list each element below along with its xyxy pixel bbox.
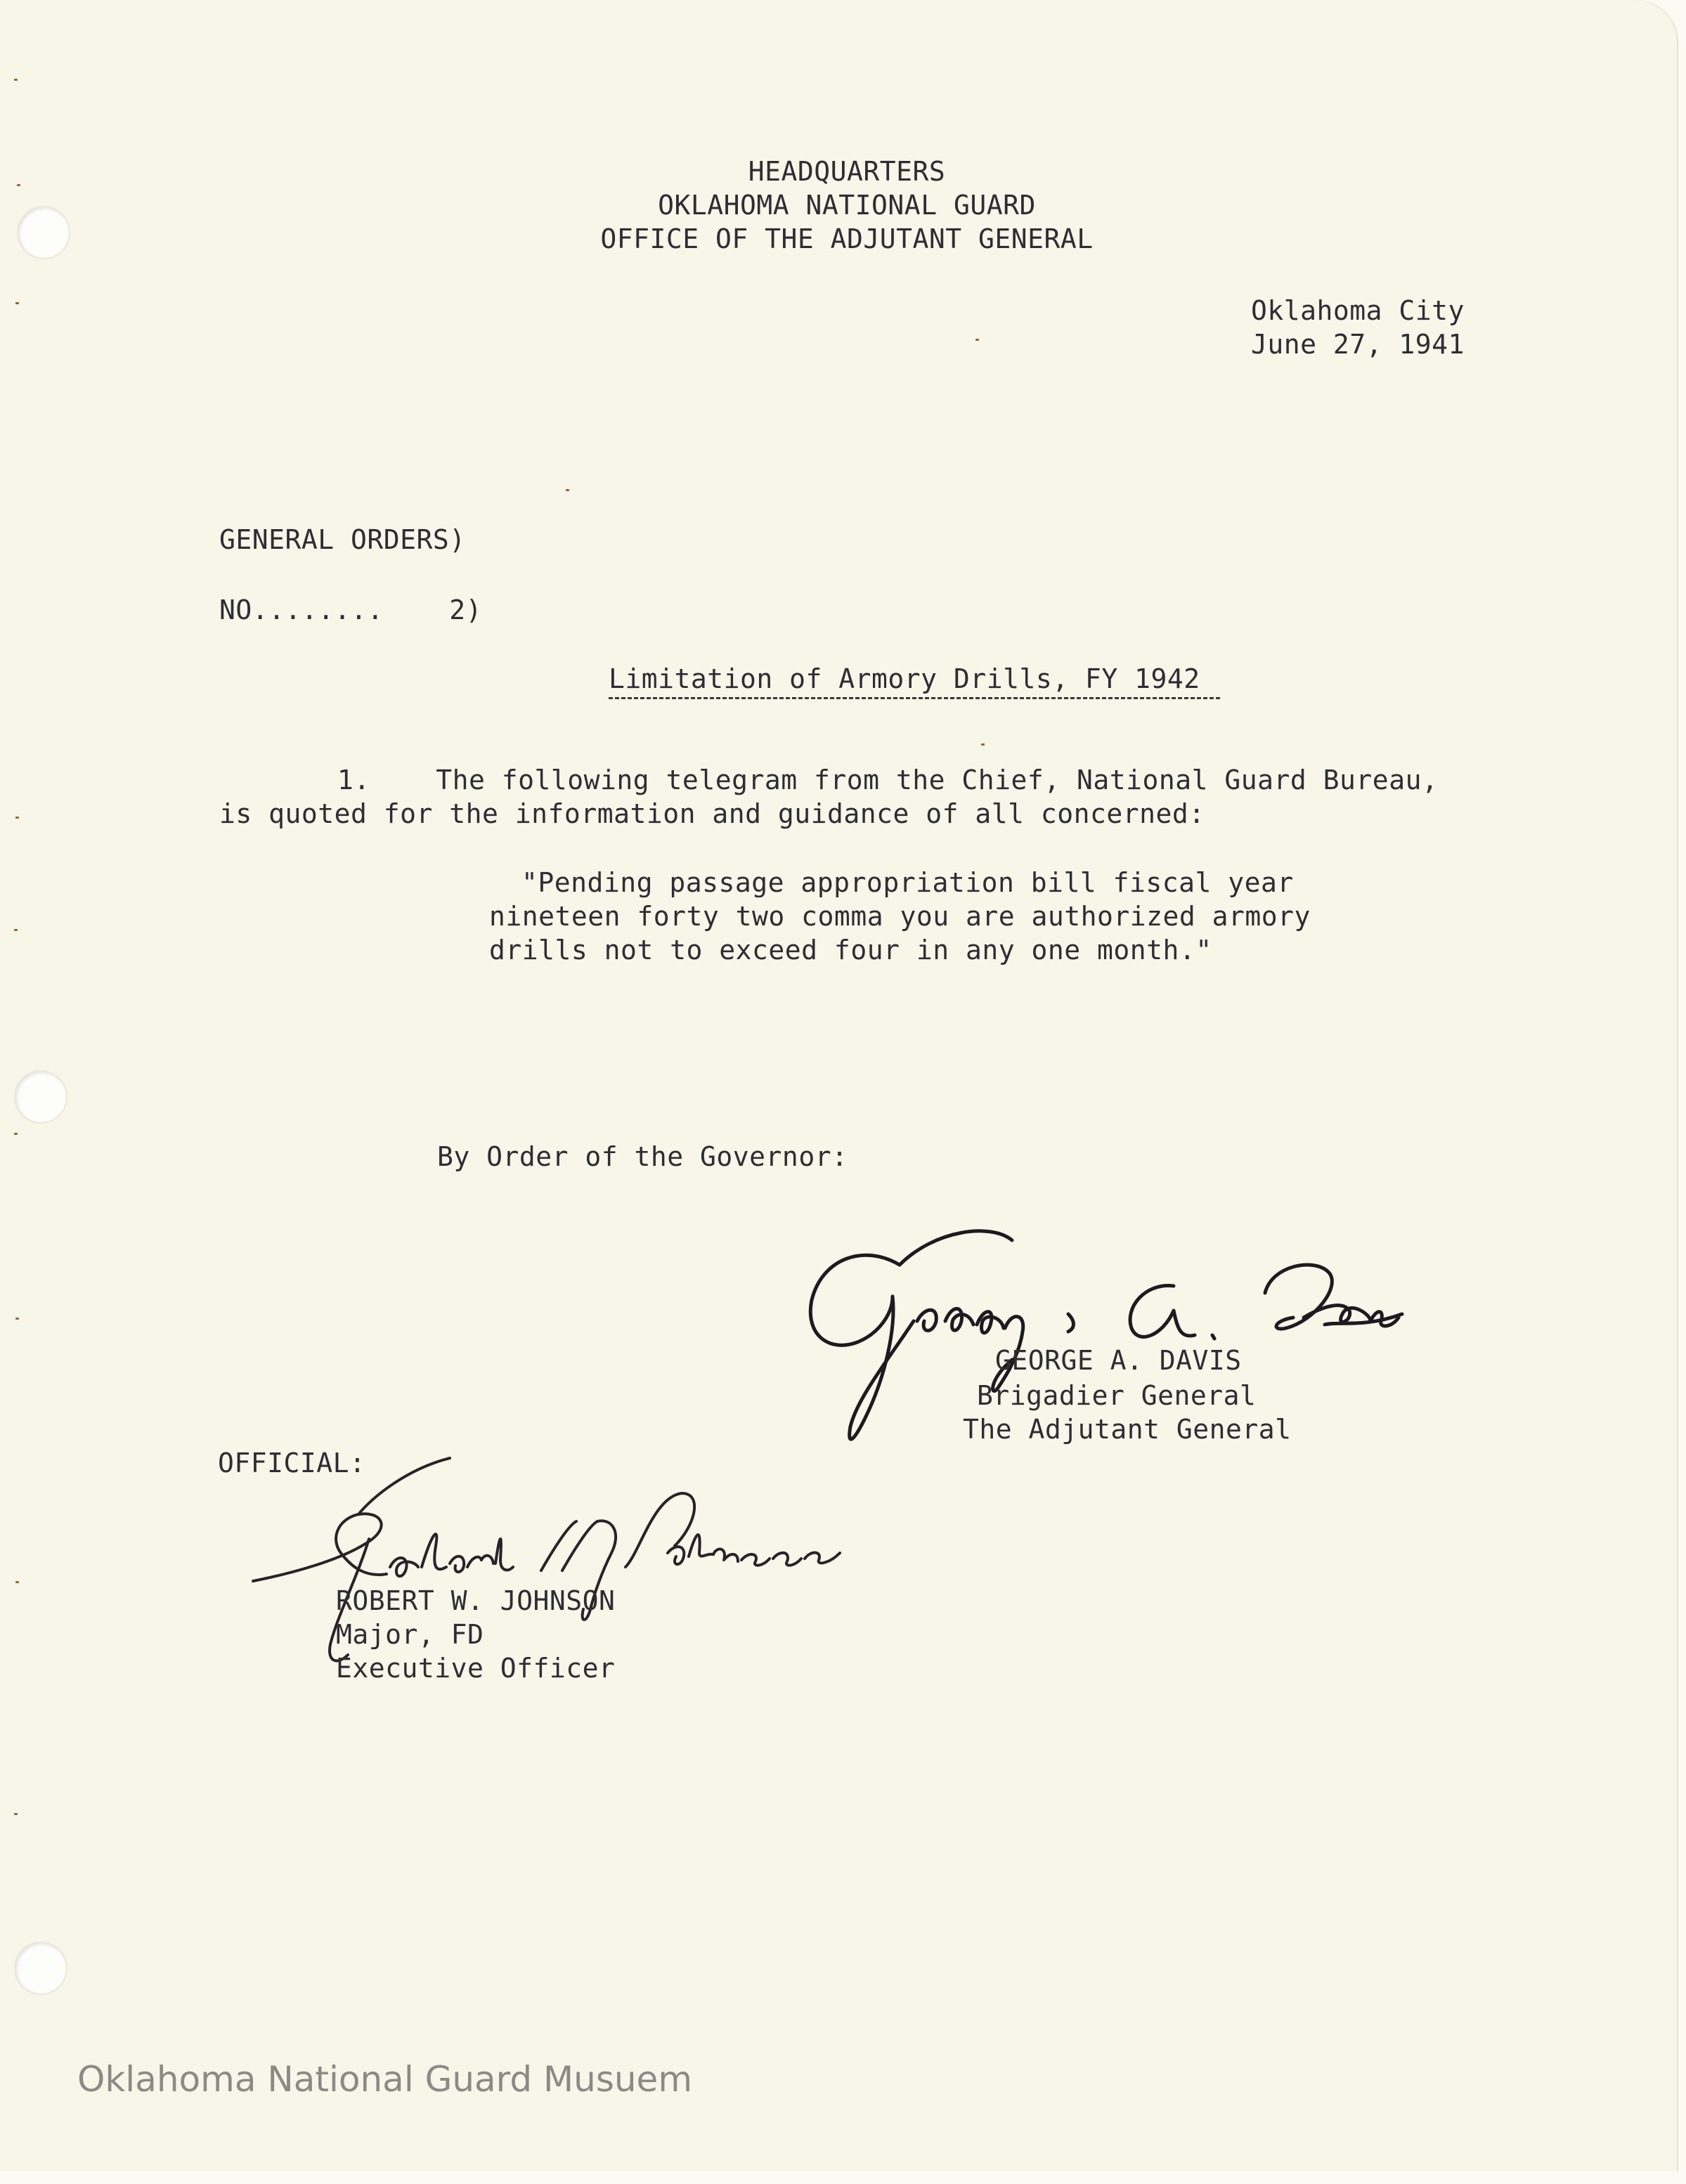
paper-fleck	[14, 929, 18, 931]
official-label: OFFICIAL:	[218, 1448, 366, 1478]
paper-fleck	[14, 1133, 18, 1135]
paper-fleck	[981, 743, 985, 746]
telegram-line-1: "Pending passage appropriation bill fiscal year	[521, 867, 1294, 898]
telegram-line-3: drills not to exceed four in any one month."	[489, 935, 1212, 966]
museum-watermark: Oklahoma National Guard Musuem	[77, 2059, 693, 2100]
paper-fleck	[15, 302, 19, 304]
signatory-name: GEORGE A. DAVIS	[995, 1345, 1242, 1376]
official-name: ROBERT W. JOHNSON	[336, 1585, 616, 1616]
general-orders-number: NO........ 2)	[219, 594, 483, 625]
paper-fleck	[566, 489, 569, 491]
place-text: Oklahoma City	[1251, 295, 1465, 326]
official-position: Executive Officer	[336, 1653, 616, 1684]
paper-fleck	[975, 339, 979, 341]
paper-fleck	[14, 1813, 18, 1815]
date-text: June 27, 1941	[1251, 329, 1465, 360]
title-underline	[609, 697, 1220, 699]
header-line-organization: OKLAHOMA NATIONAL GUARD	[658, 190, 1036, 221]
authority-text: By Order of the Governor:	[437, 1141, 848, 1172]
header-line-headquarters: HEADQUARTERS	[748, 156, 946, 187]
signatory-rank: Brigadier General	[977, 1380, 1257, 1411]
paper-fleck	[15, 817, 19, 819]
official-rank: Major, FD	[336, 1619, 484, 1650]
paragraph-line-1: 1. The following telegram from the Chief, National Guard Bureau,	[337, 765, 1439, 795]
paper-fleck	[15, 1318, 19, 1320]
paper-fleck	[15, 1581, 19, 1583]
signatory-position: The Adjutant General	[963, 1414, 1292, 1445]
general-orders-label: GENERAL ORDERS)	[219, 524, 466, 555]
binder-hole-bottom	[15, 1943, 66, 1994]
telegram-line-2: nineteen forty two comma you are authorized armory	[489, 901, 1311, 932]
binder-hole-middle	[15, 1072, 66, 1122]
paper-fleck	[14, 79, 18, 81]
paragraph-line-2: is quoted for the information and guidance of all concerned:	[219, 798, 1205, 829]
document-title: Limitation of Armory Drills, FY 1942	[609, 663, 1200, 694]
header-line-office: OFFICE OF THE ADJUTANT GENERAL	[600, 223, 1094, 254]
